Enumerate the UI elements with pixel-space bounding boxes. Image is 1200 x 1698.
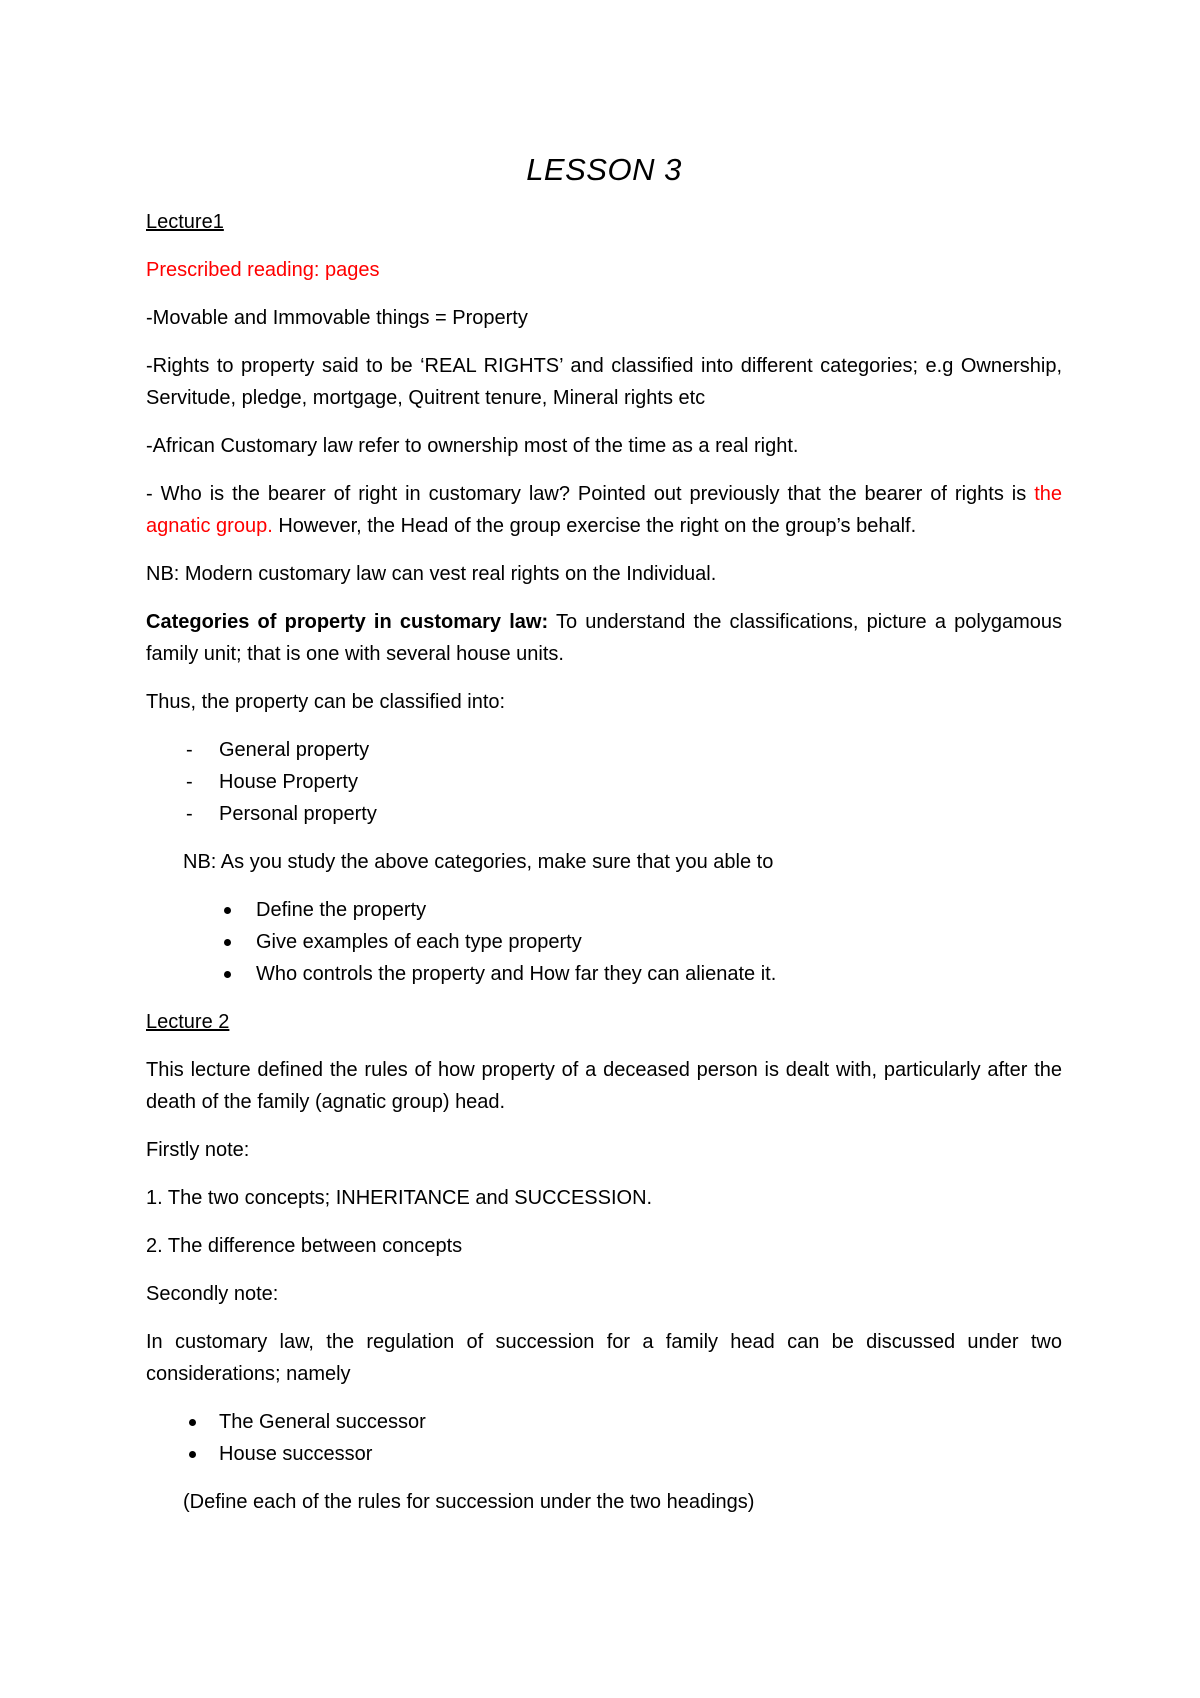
categories-heading: Categories of property in customary law: — [146, 611, 549, 633]
bearer-text-end: However, the Head of the group exercise the right on the group’s behalf. — [272, 515, 917, 537]
prescribed-reading: Prescribed reading: pages — [146, 259, 380, 281]
paragraph-categories — [146, 606, 1062, 670]
bearer-text-start: - Who is the bearer of right in customary law? Pointed out previously that the bearer of rights is — [146, 483, 1035, 505]
paragraph-classified-into: Thus, the property can be classified into: — [146, 691, 506, 713]
nb-study-categories: NB: As you study the above categories, make sure that you able to — [183, 851, 774, 873]
lesson-title: LESSON 3 — [526, 152, 682, 187]
paragraph-movable-things: -Movable and Immovable things = Property — [146, 307, 528, 329]
paragraph-bearer-of-right — [146, 478, 1062, 542]
property-types-list — [146, 734, 1062, 830]
paragraph-secondly-note: Secondly note: — [146, 1283, 279, 1305]
nb-modern-customary-law: NB: Modern customary law can vest real rights on the Individual. — [146, 563, 717, 585]
list-item: - Personal property — [146, 798, 1062, 830]
list-item: Give examples of each type property — [146, 926, 1062, 958]
list-item: - General property — [146, 734, 1062, 766]
paragraph-concept-1: 1. The two concepts; INHERITANCE and SUCCESSION. — [146, 1187, 653, 1209]
paragraph-african-customary-law: -African Customary law refer to ownership most of the time as a real right. — [146, 435, 799, 457]
list-item: House successor — [146, 1438, 1062, 1470]
study-points-list — [146, 894, 1062, 990]
paragraph-define-rules: (Define each of the rules for succession under the two headings) — [183, 1491, 755, 1513]
document-content — [146, 148, 1062, 1534]
list-item: Define the property — [146, 894, 1062, 926]
list-item: - House Property — [146, 766, 1062, 798]
list-item: Who controls the property and How far they can alienate it. — [146, 958, 1062, 990]
lecture1-heading: Lecture1 — [146, 211, 224, 233]
paragraph-regulation-of-succession: In customary law, the regulation of succession for a family head can be discussed under two considerations; namely — [146, 1331, 1062, 1385]
paragraph-firstly-note: Firstly note: — [146, 1139, 250, 1161]
paragraph-real-rights: -Rights to property said to be ‘REAL RIGHTS’ and classified into different categories; e.g Ownership, Servitude, pledge, mortgage, Quitrent tenure, Mineral rights etc — [146, 355, 1062, 409]
paragraph-concept-2: 2. The difference between concepts — [146, 1235, 463, 1257]
paragraph-lecture2-intro: This lecture defined the rules of how property of a deceased person is dealt with, particularly after the death of the family (agnatic group) head. — [146, 1059, 1062, 1113]
successors-list — [146, 1406, 1062, 1470]
lecture2-heading: Lecture 2 — [146, 1011, 230, 1033]
categories-text: To understand the classifications, picture a polygamous family unit; that is one with several house units. — [146, 611, 1062, 665]
agnatic-group-highlight: the agnatic group. — [146, 483, 1062, 537]
list-item: The General successor — [146, 1406, 1062, 1438]
